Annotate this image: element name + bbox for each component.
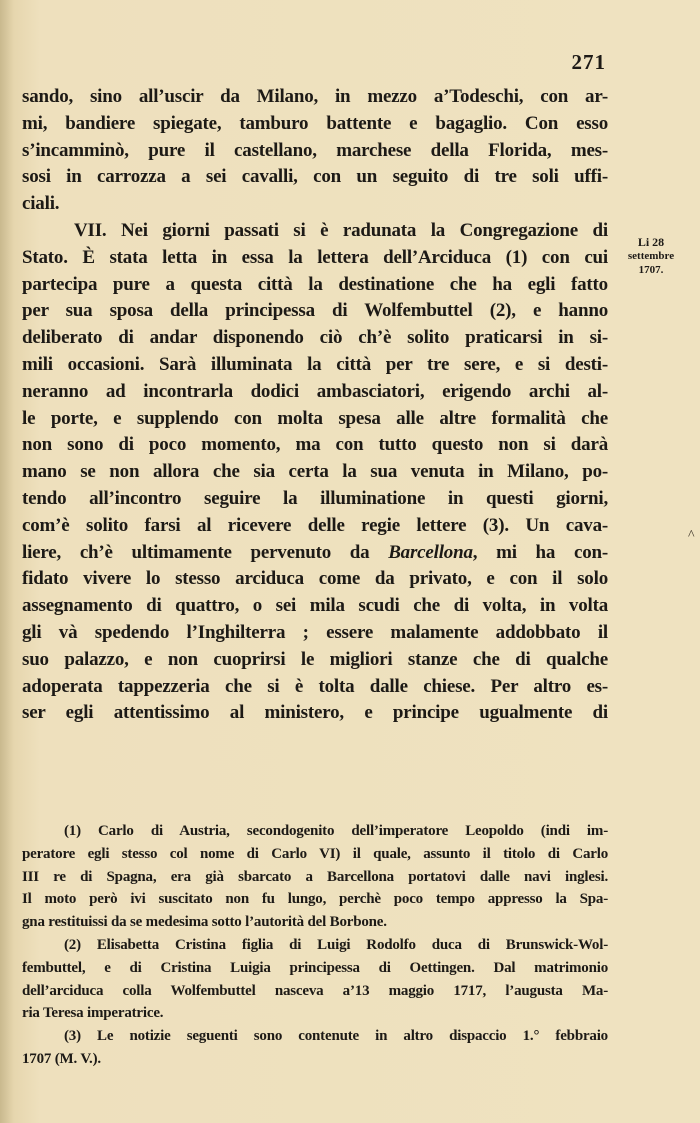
text-line: non sono di poco momento, ma con tutto questo non si darà [22, 434, 608, 456]
footnote-line: (1) Carlo di Austria, secondogenito dell’imperatore Leopoldo (indi im- [64, 823, 608, 839]
footnote-line: III re di Spagna, era già sbarcato a Barcellona portatovi dalle navi inglesi. [22, 868, 608, 885]
italic-place-name: Barcellona [388, 541, 473, 563]
text-line [22, 540, 608, 567]
text-line: ciali. [22, 193, 60, 215]
text-line: adoperata tappezzeria che si è tolta dalle chiese. Per altro es- [22, 675, 608, 697]
text-line: s’incamminò, pure il castellano, marchese della Florida, mes- [22, 139, 608, 161]
footnotes [22, 820, 608, 1071]
text-line: per sua sposa della principessa di Wolfembuttel (2), e hanno [22, 300, 608, 322]
margin-note-year: 1707. [638, 264, 664, 276]
text-line: partecipa pure a questa città la destinatione che ha egli fatto [22, 273, 608, 295]
margin-note-month: settembre [627, 250, 675, 262]
text-line: le porte, e supplendo con molta spesa alle altre formalità che [22, 407, 608, 429]
page-number: 271 [571, 50, 606, 74]
text-line: neranno ad incontrarla dodici ambasciatori, erigendo archi al- [22, 380, 608, 402]
text-line: sosi in carrozza a sei cavalli, con un seguito di tre soli uffi- [22, 166, 608, 188]
text-line: mili occasioni. Sarà illuminata la città per tre sere, e si desti- [22, 353, 608, 375]
text-line: ser egli attentissimo al ministero, e principe ugualmente di [22, 702, 608, 724]
text-line: Stato. È stata letta in essa la lettera dell’Arciduca (1) con cui [22, 246, 608, 268]
text-line: mano se non allora che sia certa la sua venuta in Milano, po- [22, 461, 608, 483]
footnote-line: fembuttel, e di Cristina Luigia principessa di Oettingen. Dal matrimonio [22, 959, 608, 976]
footnote-line: (3) Le notizie seguenti sono contenute in altro dispaccio 1.° febbraio [64, 1028, 608, 1045]
text-line: fidato vivere lo stesso arciduca come da privato, e con il solo [22, 568, 608, 590]
text-line: mi, bandiere spiegate, tamburo battente e bagaglio. Con esso [22, 112, 608, 134]
main-text [22, 84, 608, 727]
text-segment: liere, ch’è ultimamente pervenuto da [22, 541, 389, 563]
footnote-line: (2) Elisabetta Cristina figlia di Luigi Rodolfo duca di Brunswick-Wol- [64, 936, 608, 953]
text-line: assegnamento di quattro, o sei mila scudi che di volta, in volta [22, 595, 608, 617]
footnote-line: Il moto però ivi suscitato non fu lungo, perchè poco tempo appresso la Spa- [22, 891, 608, 908]
margin-note-day: Li 28 [637, 235, 665, 249]
page-edge-mark: ^ [688, 528, 695, 543]
text-line: tendo all’incontro seguire la illuminatione in questi giorni, [22, 487, 608, 509]
text-line: gli và spedendo l’Inghilterra ; essere malamente addobbato il [22, 621, 608, 643]
footnote-line: 1707 (M. V.). [22, 1050, 101, 1067]
section-heading-line: VII. Nei giorni passati si è radunata la Congregazione di [74, 219, 608, 241]
footnote-line: ria Teresa imperatrice. [22, 1005, 164, 1022]
text-line: suo palazzo, e non cuoprirsi le migliori stanze che di qualche [22, 648, 608, 670]
footnote-line: dell’arciduca colla Wolfembuttel nasceva a’13 maggio 1717, l’augusta Ma- [22, 982, 608, 999]
footnote-line: peratore egli stesso col nome di Carlo VI) il quale, assunto il titolo di Carlo [22, 845, 608, 862]
text-line: sando, sino all’uscir da Milano, in mezzo a’Todeschi, con ar- [22, 86, 608, 107]
footnote-line: gna restituissi da se medesima sotto l’autorità del Borbone. [22, 914, 387, 931]
text-line: deliberato di andar disponendo ciò ch’è solito praticarsi in si- [22, 327, 608, 349]
text-line: com’è solito farsi al ricevere delle regie lettere (3). Un cava- [22, 514, 608, 536]
margin-date-note [612, 235, 690, 277]
text-segment: , mi ha con- [472, 541, 608, 563]
